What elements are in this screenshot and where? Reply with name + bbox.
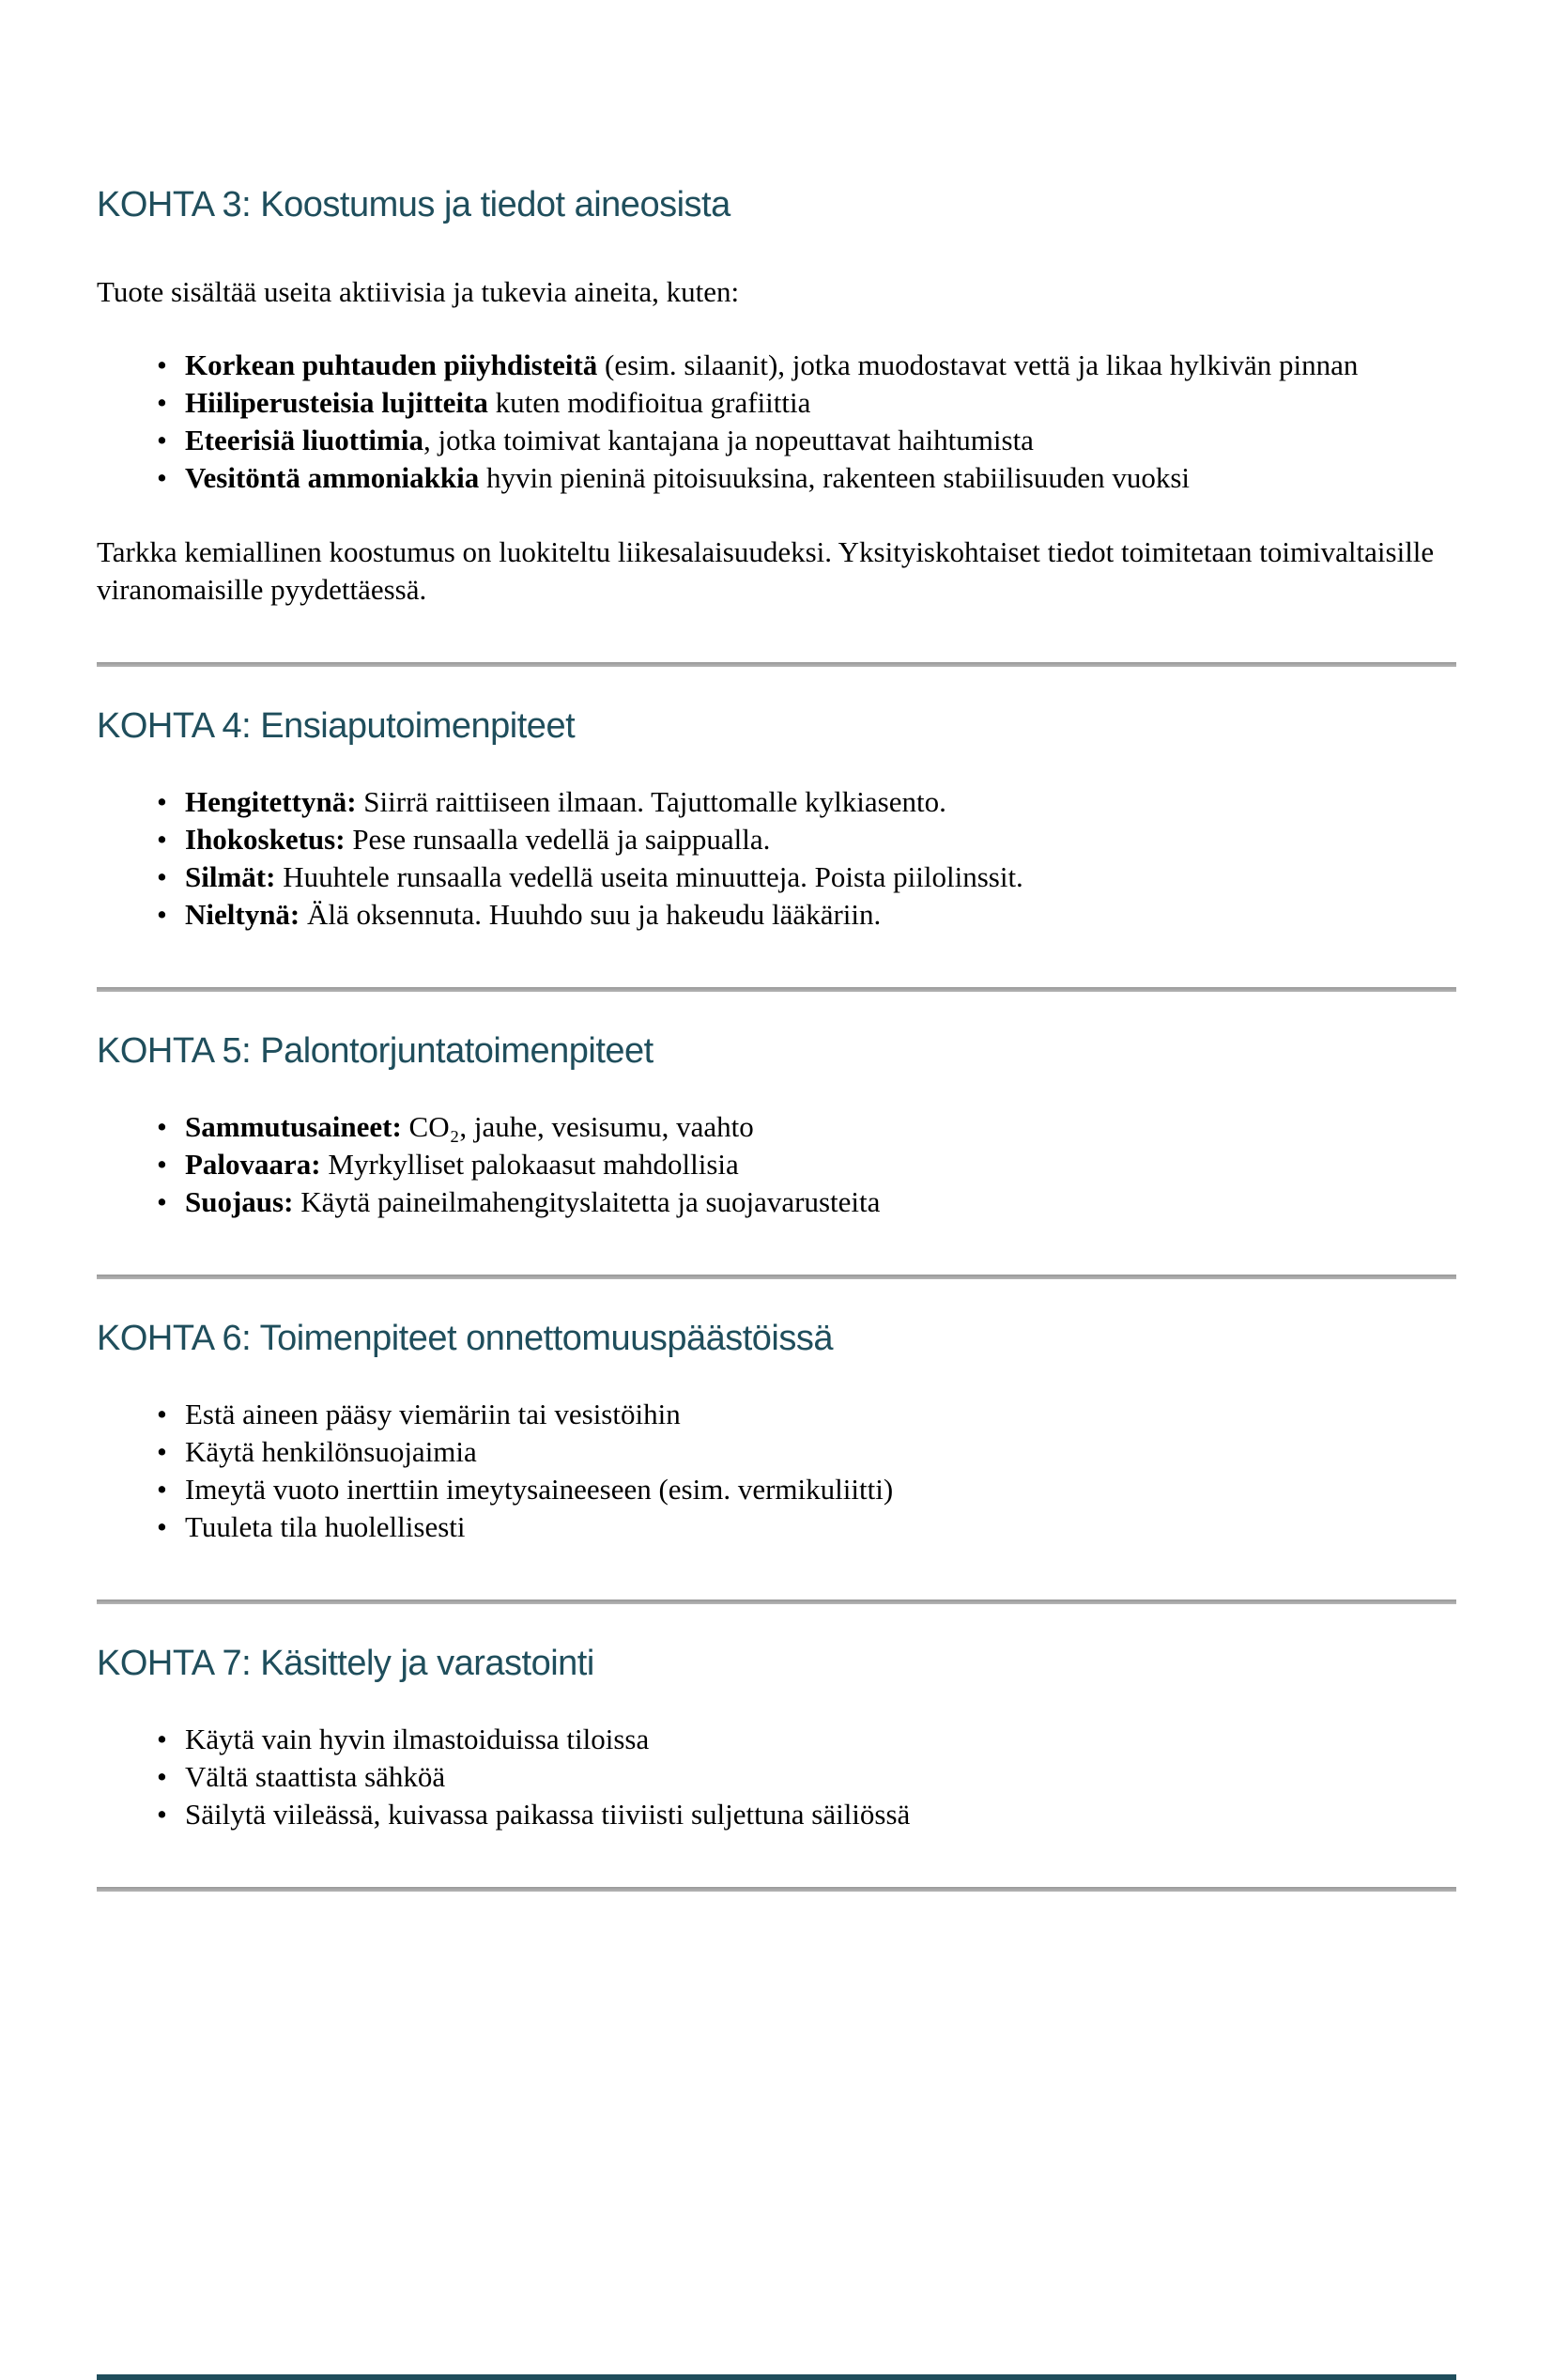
bullet-item <box>97 459 1456 497</box>
bullet-bold: Nieltynä: <box>185 898 300 931</box>
bullet-text: Tuuleta tila huolellisesti <box>185 1510 466 1543</box>
bullet-text: Huuhtele runsaalla vedellä useita minuutteja. Poista piilolinssit. <box>275 860 1023 893</box>
bullet-item <box>97 1108 1456 1146</box>
bullet-text: Myrkylliset palokaasut mahdollisia <box>320 1148 739 1181</box>
section-heading-kohta-6: KOHTA 6: Toimenpiteet onnettomuuspäästöissä <box>97 1319 833 1358</box>
page-bottom-rule <box>97 2374 1456 2380</box>
bullet-list-kohta-5 <box>97 1108 1456 1221</box>
bullet-text: Käytä paineilmahengityslaitetta ja suojavarusteita <box>293 1185 881 1218</box>
intro-paragraph: Tuote sisältää useita aktiivisia ja tukevia aineita, kuten: <box>97 275 740 308</box>
bullet-bold: Eteerisiä liuottimia <box>185 424 423 456</box>
bullet-item <box>97 821 1456 858</box>
bullet-text: , jotka toimivat kantajana ja nopeuttavat haihtumista <box>423 424 1034 456</box>
section-divider <box>97 662 1456 667</box>
bullet-item <box>97 1721 1456 1758</box>
bullet-item <box>97 896 1456 934</box>
bullet-list-kohta-3 <box>97 347 1456 497</box>
bullet-text: kuten modifioitua grafiittia <box>487 386 811 419</box>
bullet-bold: Sammutusaineet: <box>185 1110 402 1143</box>
bullet-bold: Palovaara: <box>185 1148 321 1181</box>
bullet-bold: Ihokosketus: <box>185 823 346 856</box>
bullet-item <box>97 1758 1456 1796</box>
bullet-text: Käytä henkilönsuojaimia <box>185 1435 477 1468</box>
bullet-bold: Hengitettynä: <box>185 785 357 818</box>
bullet-text: Vältä staattista sähköä <box>185 1760 446 1793</box>
bullet-text: Estä aineen pääsy viemäriin tai vesistöihin <box>185 1398 681 1430</box>
bullet-item <box>97 384 1456 422</box>
section-divider <box>97 1275 1456 1279</box>
bullet-item <box>97 1183 1456 1221</box>
bullet-text: Säilytä viileässä, kuivassa paikassa tiiviisti suljettuna säiliössä <box>185 1798 911 1831</box>
section-heading-kohta-3: KOHTA 3: Koostumus ja tiedot aineosista <box>97 185 730 224</box>
bullet-text: Imeytä vuoto inerttiin imeytysaineeseen (esim. vermikuliitti) <box>185 1473 894 1506</box>
bullet-bold: Korkean puhtauden piiyhdisteitä <box>185 348 598 381</box>
bullet-bold: Silmät: <box>185 860 276 893</box>
bullet-bold: Vesitöntä ammoniakkia <box>185 461 480 494</box>
bullet-list-kohta-4 <box>97 783 1456 934</box>
bullet-item <box>97 1433 1456 1471</box>
section-heading-kohta-5: KOHTA 5: Palontorjuntatoimenpiteet <box>97 1031 653 1071</box>
bullet-text: CO₂, jauhe, vesisumu, vaahto <box>401 1110 754 1143</box>
bullet-text: Pese runsaalla vedellä ja saippualla. <box>345 823 771 856</box>
bullet-item <box>97 422 1456 459</box>
bullet-item <box>97 1796 1456 1833</box>
bullet-list-kohta-6 <box>97 1396 1456 1546</box>
document-page <box>0 183 1553 1892</box>
bullet-item <box>97 1471 1456 1508</box>
bullet-text: Käytä vain hyvin ilmastoiduissa tiloissa <box>185 1723 650 1755</box>
bullet-text: Älä oksennuta. Huuhdo suu ja hakeudu lääkäriin. <box>300 898 882 931</box>
bullet-item <box>97 1508 1456 1546</box>
section-divider <box>97 1887 1456 1892</box>
section-divider <box>97 987 1456 992</box>
section-heading-kohta-4: KOHTA 4: Ensiaputoimenpiteet <box>97 706 576 746</box>
section-heading-kohta-7: KOHTA 7: Käsittely ja varastointi <box>97 1644 594 1683</box>
bullet-bold: Suojaus: <box>185 1185 294 1218</box>
bullet-item <box>97 783 1456 821</box>
bullet-text: Siirrä raittiiseen ilmaan. Tajuttomalle kylkiasento. <box>356 785 946 818</box>
section-divider <box>97 1600 1456 1604</box>
bullet-bold: Hiiliperusteisia lujitteita <box>185 386 488 419</box>
bullet-item <box>97 347 1456 384</box>
bullet-text: hyvin pieninä pitoisuuksina, rakenteen stabiilisuuden vuoksi <box>479 461 1191 494</box>
bullet-item <box>97 858 1456 896</box>
outro-paragraph: Tarkka kemiallinen koostumus on luokiteltu liikesalaisuudeksi. Yksityiskohtaiset tiedot toimitetaan toimivaltaisille viranomaisille pyydettäessä. <box>97 535 1435 606</box>
bullet-item <box>97 1396 1456 1433</box>
bullet-text: (esim. silaanit), jotka muodostavat vettä ja likaa hylkivän pinnan <box>597 348 1359 381</box>
bullet-list-kohta-7 <box>97 1721 1456 1833</box>
bullet-item <box>97 1146 1456 1183</box>
